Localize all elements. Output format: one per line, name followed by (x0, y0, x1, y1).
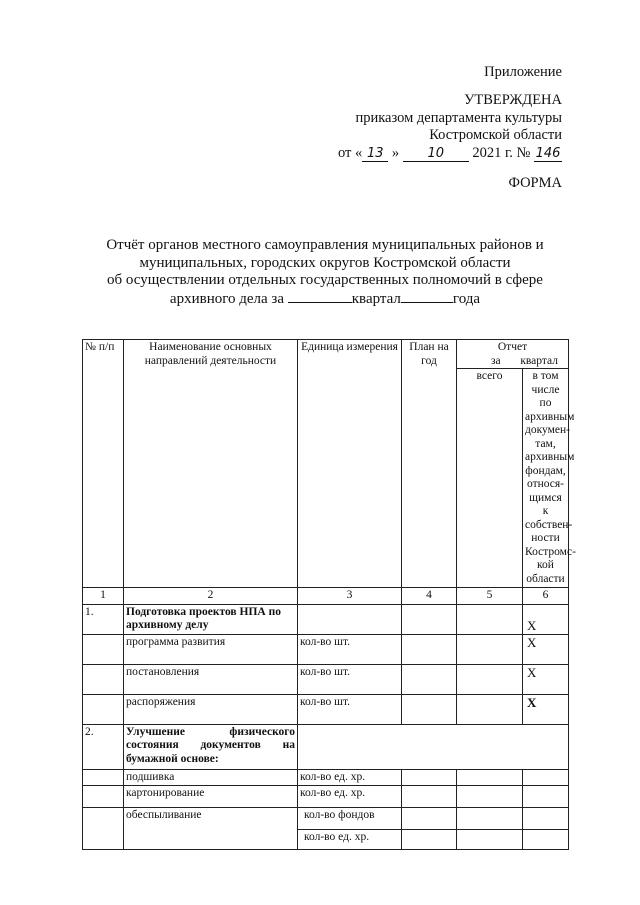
table-row (83, 724, 569, 769)
row-name: программа развития (124, 634, 298, 664)
order-line: приказом департамента культуры (355, 110, 562, 126)
merged-empty-cell (298, 724, 569, 769)
row-name: Улучшение физического состояния документов на бумажной основе: (124, 724, 298, 769)
row-name: подшивка (124, 769, 298, 786)
table-row (83, 786, 569, 808)
including-cell[interactable] (523, 786, 569, 808)
including-cell[interactable] (523, 830, 569, 850)
unit-cell: кол-во фондов (298, 808, 402, 830)
row-name: обеспыливание (124, 808, 298, 850)
date-prefix: от « (337, 145, 363, 161)
row-name: постановления (124, 664, 298, 694)
unit-cell: кол-во шт. (298, 634, 402, 664)
appendix-label: Приложение (484, 64, 562, 80)
plan-cell[interactable] (402, 634, 457, 664)
total-cell[interactable] (457, 634, 523, 664)
table-row (83, 808, 569, 830)
report-title (80, 237, 570, 308)
head-report-za: за (491, 354, 501, 367)
title-line-4-start: архивного дела за (169, 290, 285, 307)
title-line-1: Отчёт органов местного самоуправления муниципальных районов и (106, 237, 544, 253)
unit-cell[interactable] (298, 604, 402, 634)
date-mid: » (391, 145, 400, 161)
unit-cell: кол-во ед. хр. (298, 786, 402, 808)
x-mark: X (523, 694, 569, 724)
row-name: Подготовка проектов НПА по архивному делу (124, 604, 298, 634)
col-number-1: 1 (83, 588, 124, 605)
total-cell[interactable] (457, 830, 523, 850)
unit-cell: кол-во шт. (298, 664, 402, 694)
year-blank[interactable] (401, 290, 453, 303)
col-number-2: 2 (124, 588, 298, 605)
x-mark: X (523, 604, 569, 634)
unit-cell: кол-во шт. (298, 694, 402, 724)
unit-cell: кол-во ед. хр. (298, 769, 402, 786)
plan-cell[interactable] (402, 786, 457, 808)
row-number: 1. (83, 604, 124, 634)
plan-cell[interactable] (402, 808, 457, 830)
title-line-3: об осуществлении отдельных государственных полномочий в сфере (107, 272, 543, 288)
table-row (83, 664, 569, 694)
col-number-6: 6 (523, 588, 569, 605)
title-line-4 (80, 290, 570, 309)
head-unit: Единица измерения (298, 340, 402, 588)
total-cell[interactable] (457, 694, 523, 724)
report-table (82, 339, 576, 850)
x-mark: X (523, 664, 569, 694)
date-year: 2021 г. № (472, 145, 531, 161)
row-number: 2. (83, 724, 124, 769)
plan-cell[interactable] (402, 769, 457, 786)
including-cell[interactable] (523, 769, 569, 786)
col-number-4: 4 (402, 588, 457, 605)
head-plan: План на год (402, 340, 457, 588)
head-name: Наименование основных направлений деятельности (124, 340, 298, 588)
col-number-5: 5 (457, 588, 523, 605)
total-cell[interactable] (457, 786, 523, 808)
head-report-quarter: квартал (520, 354, 558, 367)
total-cell[interactable] (457, 769, 523, 786)
plan-cell[interactable] (402, 664, 457, 694)
region-line: Костромской области (429, 127, 562, 143)
approved-label: УТВЕРЖДЕНА (464, 92, 562, 108)
including-cell[interactable] (523, 808, 569, 830)
head-including: в том числе по архивным докумен-там, архивным фондам, относя-щимся к собствен-ности Костромс-кой области (523, 369, 569, 588)
table-row (83, 694, 569, 724)
table-row (83, 634, 569, 664)
head-total: всего (457, 369, 523, 588)
form-label: ФОРМА (508, 175, 562, 191)
total-cell[interactable] (457, 604, 523, 634)
col-number-3: 3 (298, 588, 402, 605)
row-name: картонирование (124, 786, 298, 808)
plan-cell[interactable] (402, 830, 457, 850)
x-mark: X (523, 634, 569, 664)
total-cell[interactable] (457, 664, 523, 694)
order-date-line (338, 145, 562, 162)
title-line-4-year: года (452, 290, 481, 307)
date-number: 146 (535, 146, 561, 161)
plan-cell[interactable] (402, 604, 457, 634)
table-row (83, 604, 569, 634)
title-line-4-quarter: квартал (351, 290, 401, 307)
title-line-2: муниципальных, городских округов Костромской области (139, 254, 511, 271)
head-report (457, 340, 569, 369)
table-row (83, 769, 569, 786)
row-name: распоряжения (124, 694, 298, 724)
quarter-blank[interactable] (288, 290, 352, 303)
date-day: 13 (362, 147, 388, 162)
head-num: № п/п (83, 340, 124, 588)
plan-cell[interactable] (402, 694, 457, 724)
date-month: 10 (403, 147, 469, 162)
total-cell[interactable] (457, 808, 523, 830)
head-report-label: Отчет (497, 341, 528, 353)
unit-cell: кол-во ед. хр. (298, 830, 402, 850)
